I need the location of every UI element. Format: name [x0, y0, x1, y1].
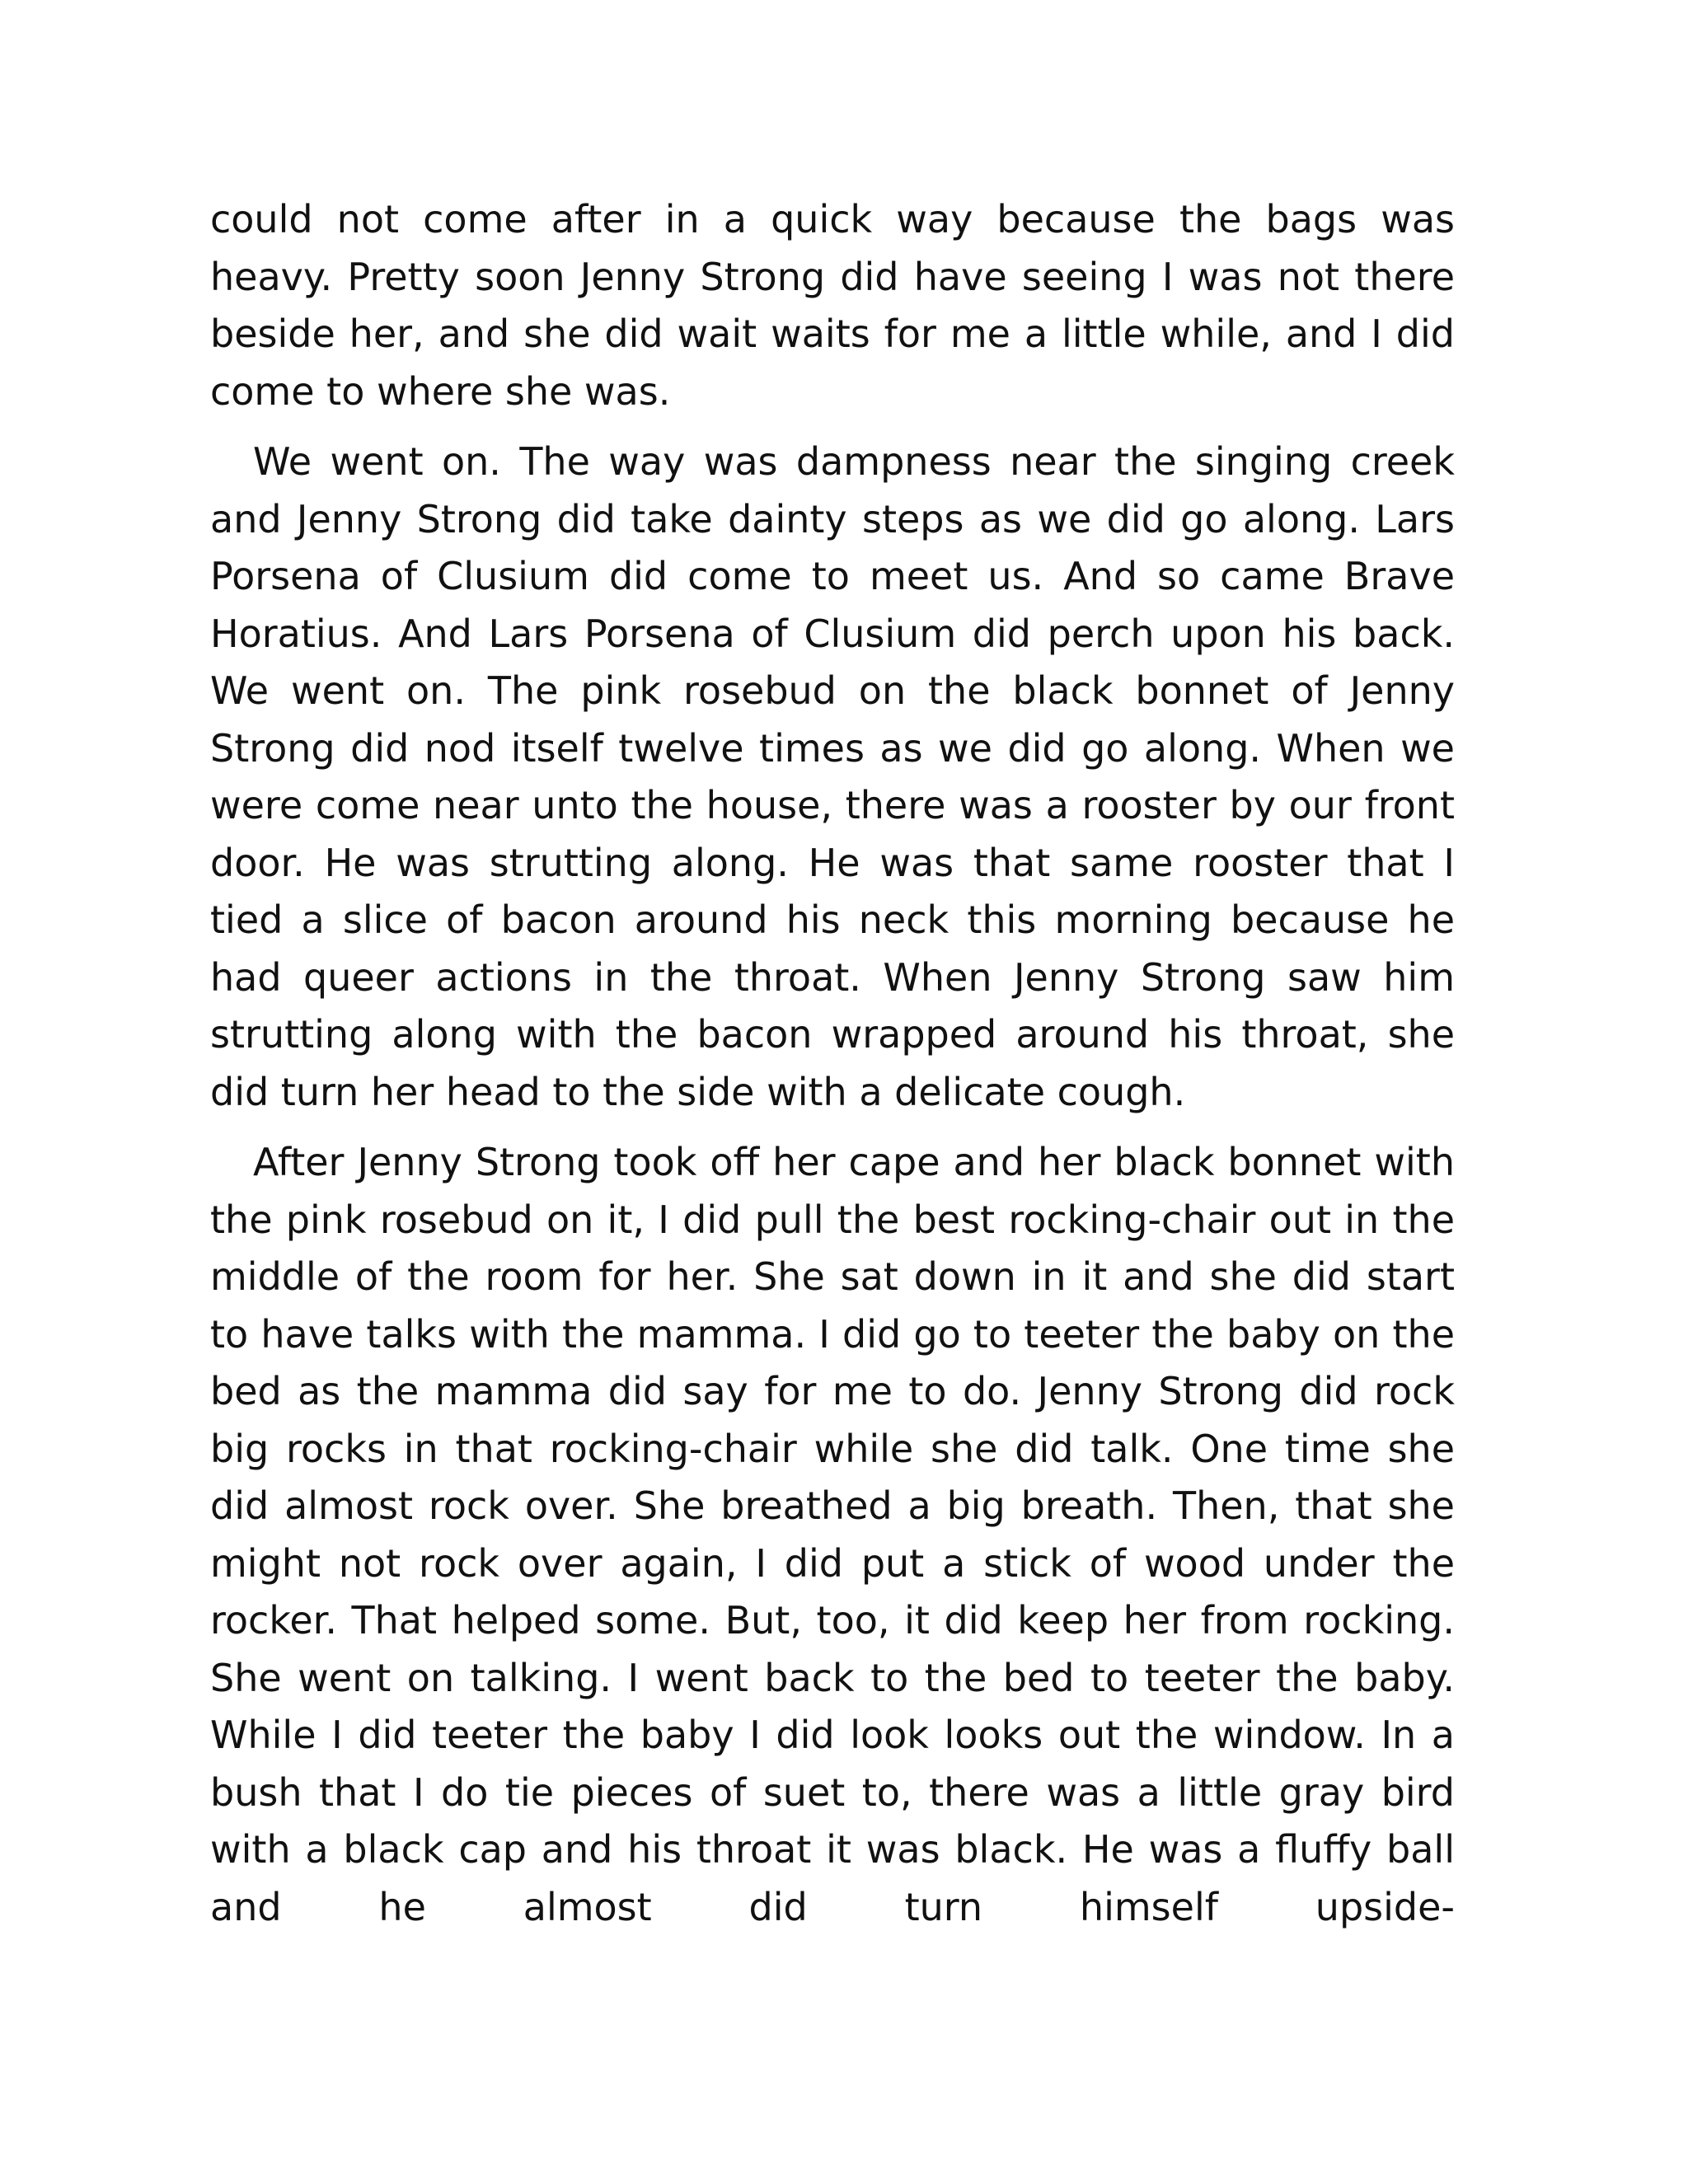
paragraph-we-went-on: We went on. The way was dampness near the singing creek and Jenny Strong did take dainty steps as we did go along. Lars Porsena of Clusium did come to meet us. And so came Brave Horatius. And Lars Porsena of Clusium did perch upon his back. We went on. The pink rosebud on the black bonnet of Jenny Strong did nod itself twelve times as we did go along. When we were come near unto the house, there was a rooster by our front door. He was strutting along. He was that same rooster that I tied a slice of bacon around his neck this morning because he had queer actions in the throat. When Jenny Strong saw him strutting along with the bacon wrapped around his throat, she did turn her head to the side with a delicate cough. — [210, 439, 1455, 1114]
page-text-body — [210, 191, 1455, 1949]
paragraph-continued: could not come after in a quick way because the bags was heavy. Pretty soon Jenny Strong did have seeing I was not there beside her, and she did wait waits for me a little while, and I did come to where she was. — [210, 197, 1455, 414]
paragraph-jenny-strong-visit: After Jenny Strong took off her cape and her black bonnet with the pink rosebud on it, I did pull the best rocking-chair out in the middle of the room for her. She sat down in it and she did start to have talks with the mamma. I did go to teeter the baby on the bed as the mamma did say for me to do. Jenny Strong did rock big rocks in that rocking-chair while she did talk. One time she did almost rock over. She breathed a big breath. Then, that she might not rock over again, I did put a stick of wood under the rocker. That helped some. But, too, it did keep her from rocking. She went on talking. I went back to the bed to teeter the baby. While I did teeter the baby I did look looks out the window. In a bush that I do tie pieces of suet to, there was a little gray bird with a black cap and his throat it was black. He was a fluffy ball and he almost did turn himself upside- — [210, 1140, 1455, 1929]
